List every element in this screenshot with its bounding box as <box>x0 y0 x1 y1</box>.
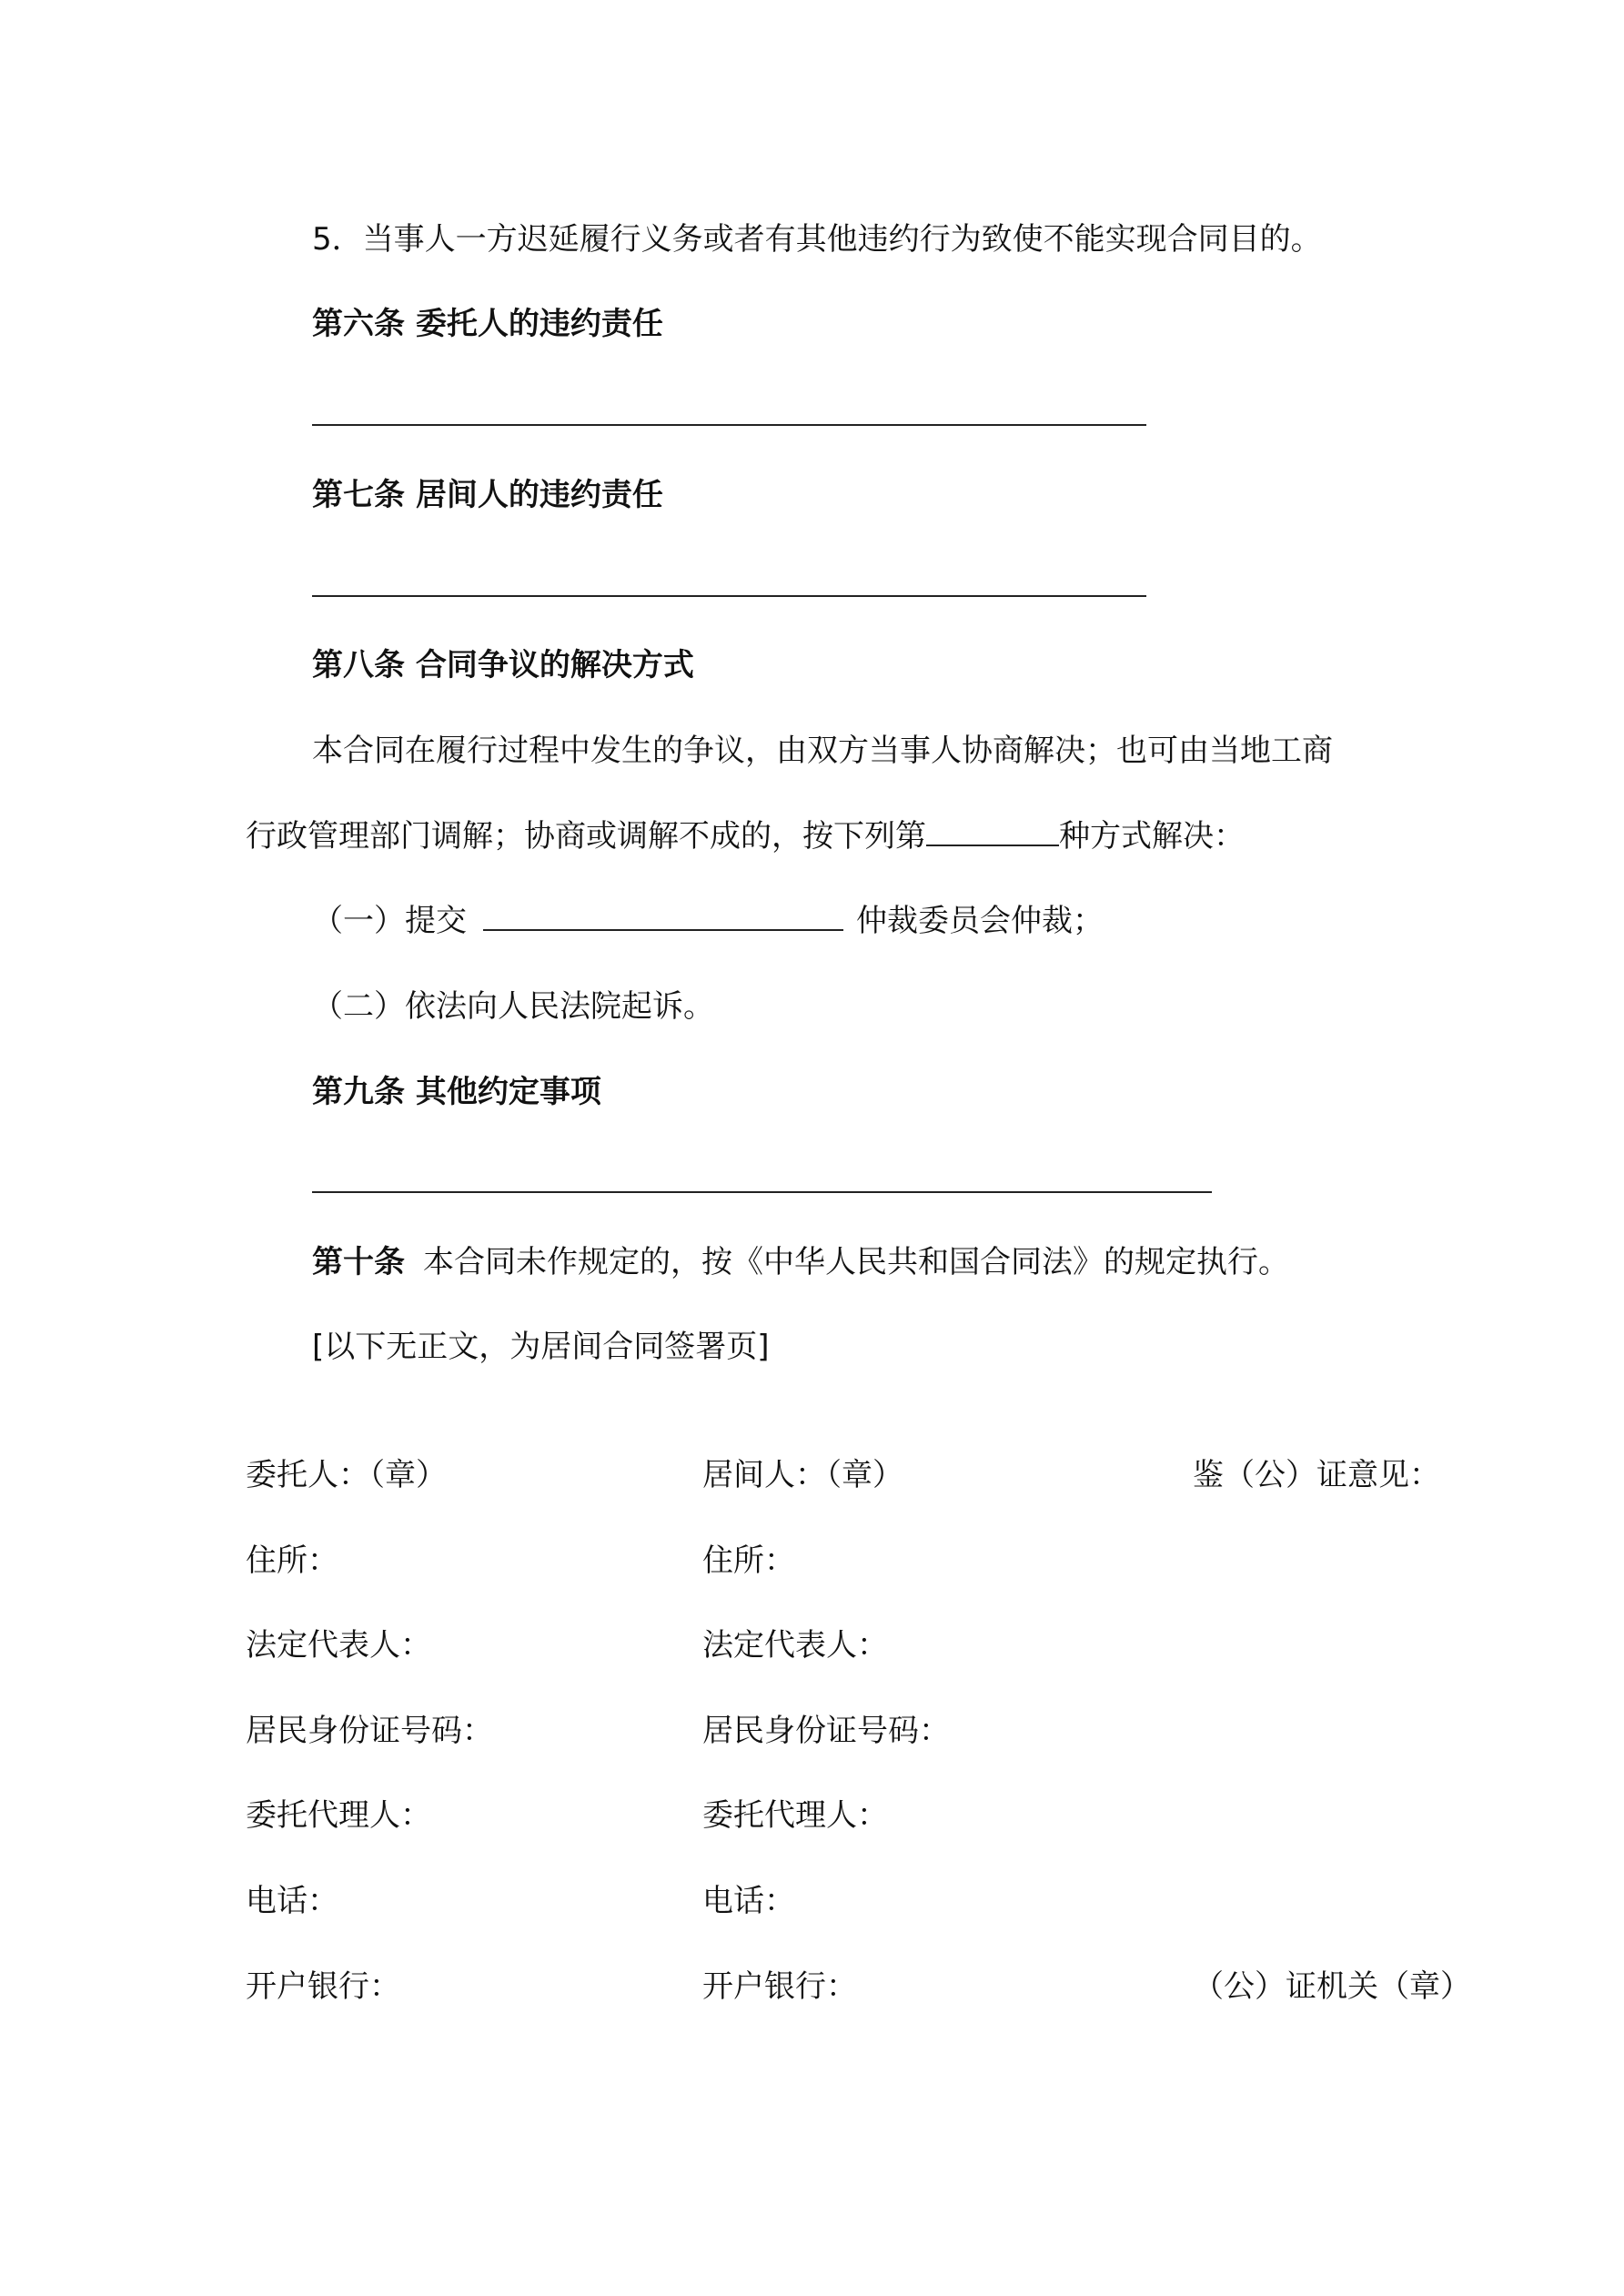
client-id-number-label: 居民身份证号码： <box>246 1713 493 1749</box>
broker-bank-label: 开户银行： <box>702 1968 857 2005</box>
method-number-blank <box>926 817 1059 846</box>
client-bank-label: 开户银行： <box>246 1968 400 2005</box>
option-1-end: 仲裁委员会仲裁； <box>856 903 1104 939</box>
client-agent-label: 委托代理人： <box>246 1797 431 1834</box>
client-seal-label: 委托人：（章） <box>246 1457 447 1493</box>
arbitration-committee-blank <box>483 902 843 931</box>
option-1-start: （一）提交 <box>312 903 467 939</box>
article-6-title: 第六条 委托人的违约责任 <box>312 306 663 342</box>
broker-phone-label: 电话： <box>702 1883 795 1919</box>
option-1 <box>312 901 1104 941</box>
article-9-title: 第九条 其他约定事项 <box>312 1074 601 1110</box>
article-8-paragraph-2-start: 行政管理部门调解；协商或调解不成的，按下列第 <box>246 818 926 855</box>
notary-opinion-label: 鉴（公）证意见： <box>1193 1457 1440 1493</box>
broker-address-label: 住所： <box>702 1542 795 1579</box>
broker-legal-rep-label: 法定代表人： <box>702 1627 888 1664</box>
article-10-label: 第十条 <box>312 1244 405 1280</box>
no-text-note: [以下无正文，为居间合同签署页] <box>312 1329 770 1365</box>
article-10 <box>312 1242 1289 1282</box>
clause-item-5: 5．当事人一方迟延履行义务或者有其他违约行为致使不能实现合同目的。 <box>312 221 1322 258</box>
article-8-paragraph-2-end: 种方式解决： <box>1059 818 1245 855</box>
option-2: （二）依法向人民法院起诉。 <box>312 988 714 1025</box>
fill-line-article-6 <box>312 424 1146 426</box>
article-8-title: 第八条 合同争议的解决方式 <box>312 647 694 683</box>
article-8-paragraph-1: 本合同在履行过程中发生的争议，由双方当事人协商解决；也可由当地工商 <box>312 733 1333 769</box>
fill-line-article-9 <box>312 1191 1212 1193</box>
broker-seal-label: 居间人：（章） <box>702 1457 903 1493</box>
client-address-label: 住所： <box>246 1542 338 1579</box>
client-phone-label: 电话： <box>246 1883 338 1919</box>
broker-agent-label: 委托代理人： <box>702 1797 888 1834</box>
broker-id-number-label: 居民身份证号码： <box>702 1713 950 1749</box>
fill-line-article-7 <box>312 595 1146 597</box>
notary-seal-label: （公）证机关（章） <box>1193 1968 1471 2005</box>
article-7-title: 第七条 居间人的违约责任 <box>312 477 663 513</box>
client-legal-rep-label: 法定代表人： <box>246 1627 431 1664</box>
article-8-paragraph-2 <box>246 816 1245 856</box>
article-10-text: 本合同未作规定的，按《中华人民共和国合同法》的规定执行。 <box>423 1244 1289 1280</box>
